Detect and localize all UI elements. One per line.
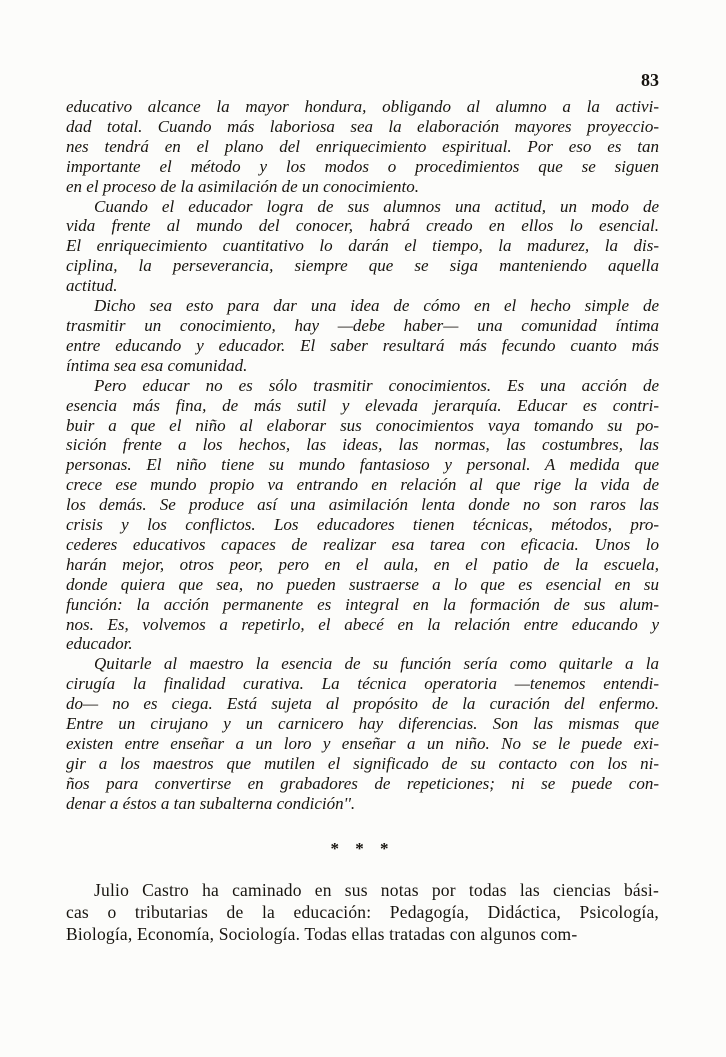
- text-line: importante el método y los modos o procedimientos que se siguen: [66, 156, 659, 176]
- text-line: existen entre enseñar a un loro y enseñar a un niño. No se le puede exi-: [66, 734, 659, 753]
- text-line: cirugía la finalidad curativa. La técnica operatoria —tenemos entendi-: [66, 674, 659, 694]
- text-line: dad total. Cuando más laboriosa sea la elaboración mayores proyeccio-: [66, 116, 659, 136]
- paragraph: [66, 654, 659, 813]
- text-line: actitud.: [66, 276, 118, 296]
- text-line: Entre un cirujano y un carnicero hay diferencias. Son las mismas que: [66, 714, 659, 734]
- text-line: sición frente a los hechos, las ideas, las normas, las costumbres, las: [66, 435, 659, 455]
- text-line: buir a que el niño al elaborar sus conocimientos vaya tomando su po-: [66, 415, 659, 435]
- text-line: gir a los maestros que mutilen el significado de su contacto con los ni-: [66, 753, 659, 773]
- text-line: función: la acción permanente es integral en la formación de sus alum-: [66, 594, 659, 614]
- text-line: íntima sea esa comunidad.: [66, 355, 248, 375]
- paragraph: [66, 376, 659, 655]
- text-line: los demás. Se produce así una asimilación lenta donde no son raros las: [66, 495, 659, 515]
- text-line: crece ese mundo propio va entrando en relación al que rige la vida de: [66, 475, 659, 495]
- text-line: El enriquecimiento cuantitativo lo darán el tiempo, la madurez, la dis-: [66, 236, 659, 256]
- text-line: trasmitir un conocimiento, hay —debe haber— una comunidad íntima: [66, 315, 659, 335]
- paragraph: [66, 879, 659, 946]
- page-body: [66, 97, 659, 945]
- text-line: educativo alcance la mayor hondura, obligando al alumno a la activi-: [66, 97, 659, 116]
- text-line: nos. Es, volvemos a repetirlo, el abecé en la relación entre educando y: [66, 614, 659, 634]
- text-line: en el proceso de la asimilación de un conocimiento.: [66, 176, 419, 196]
- text-line: Dicho sea esto para dar una idea de cómo en el hecho simple de: [94, 296, 659, 316]
- paragraph: [66, 296, 659, 376]
- text-line: Julio Castro ha caminado en sus notas por todas las ciencias bási-: [94, 879, 659, 900]
- text-line: harán mejor, otros peor, pero en el aula, en el patio de la escuela,: [66, 554, 659, 574]
- text-line: donde quiera que sea, no pueden sustraerse a lo que es esencial en su: [66, 574, 659, 594]
- text-line: ciplina, la perseverancia, siempre que se siga manteniendo aquella: [66, 256, 659, 276]
- text-line: educador.: [66, 634, 133, 654]
- text-line: entre educando y educador. El saber resultará más fecundo cuanto más: [66, 335, 659, 355]
- text-line: crisis y los conflictos. Los educadores tienen técnicas, métodos, pro-: [66, 515, 659, 535]
- text-line: Cuando el educador logra de sus alumnos una actitud, un modo de: [94, 196, 659, 216]
- text-line: Pero educar no es sólo trasmitir conocimientos. Es una acción de: [94, 375, 659, 395]
- page-number: 83: [641, 70, 659, 90]
- text-line: vida frente al mundo del conocer, habrá creado en ellos lo esencial.: [66, 216, 659, 236]
- text-line: ños para convertirse en grabadores de repeticiones; ni se puede con-: [66, 773, 659, 793]
- text-line: denar a éstos a tan subalterna condición''.: [66, 793, 356, 813]
- text-line: esencia más fina, de más sutil y elevada jerarquía. Educar es contri-: [66, 395, 659, 415]
- text-line: cas o tributarias de la educación: Pedagogía, Didáctica, Psicología,: [66, 901, 659, 922]
- paragraph: [66, 97, 659, 197]
- paragraph: [66, 197, 659, 297]
- text-line: personas. El niño tiene su mundo fantasioso y personal. A medida que: [66, 455, 659, 475]
- text-line: cederes educativos capaces de realizar esa tarea con eficacia. Unos lo: [66, 534, 659, 554]
- text-line: Quitarle al maestro la esencia de su función sería como quitarle a la: [94, 654, 659, 674]
- section-separator: * * *: [330, 838, 395, 858]
- text-line: do— no es ciega. Está sujeta al propósito de la curación del enfermo.: [66, 694, 659, 714]
- text-line: Biología, Economía, Sociología. Todas ellas tratadas con algunos com-: [66, 924, 578, 945]
- text-line: nes tendrá en el plano del enriquecimiento espiritual. Por eso es tan: [66, 136, 659, 156]
